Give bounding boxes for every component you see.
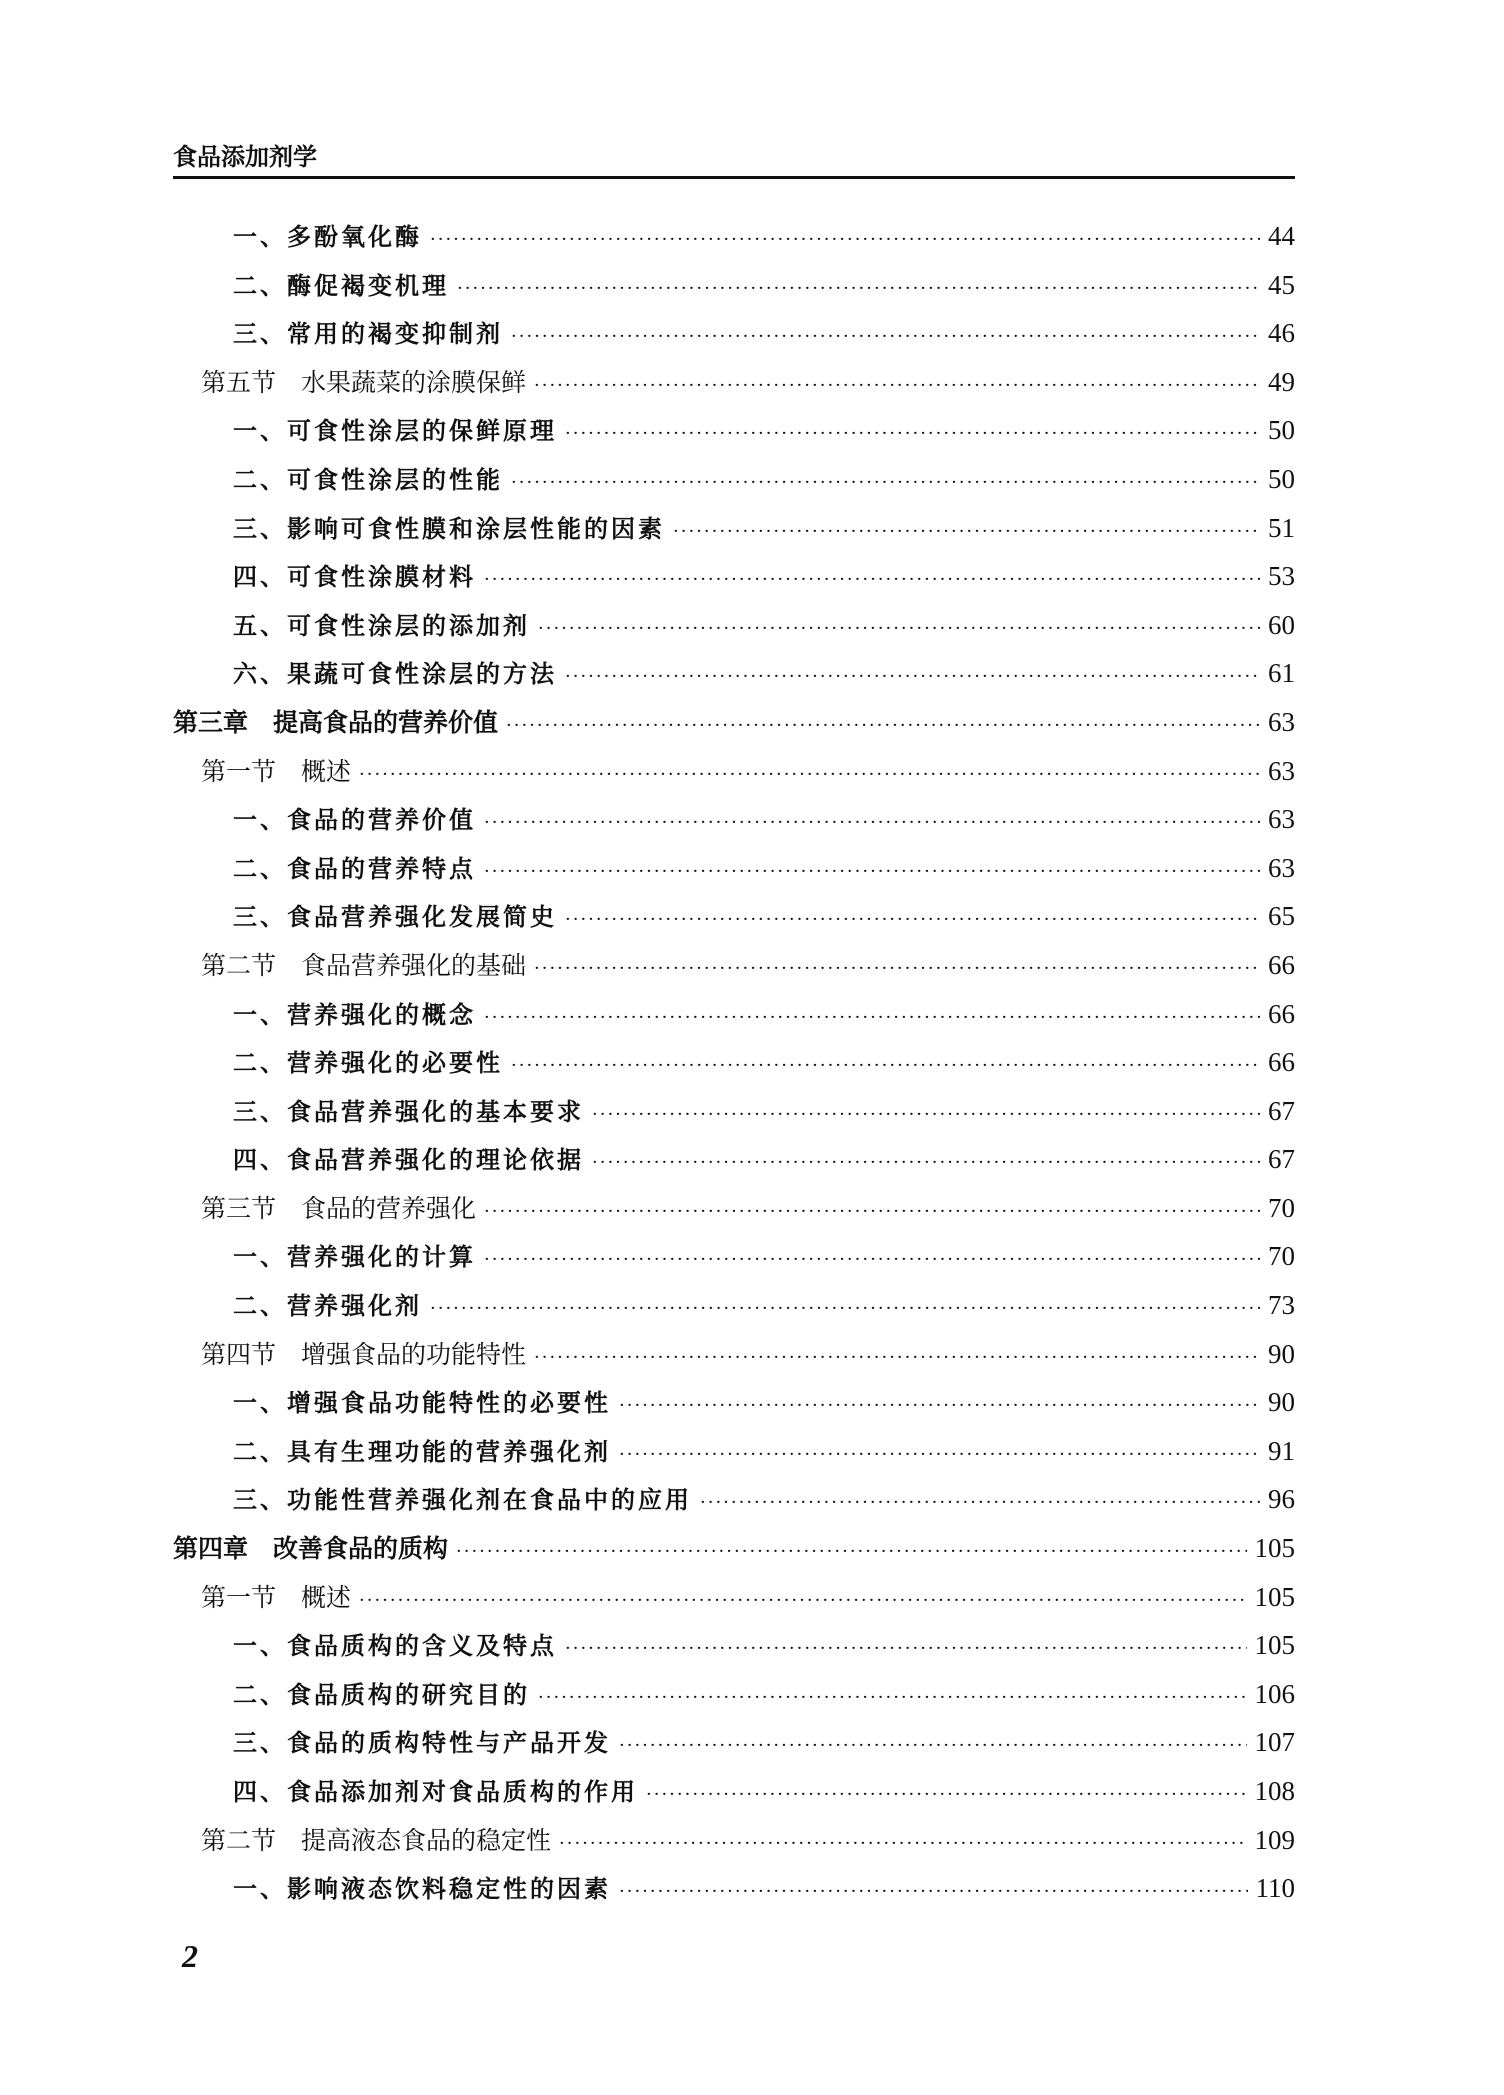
dot-leader [565,412,1260,456]
toc-subsection-entry[interactable] [173,1477,1295,1526]
dot-leader [534,1336,1260,1380]
toc-chapter-entry[interactable] [173,700,1295,749]
dot-leader [484,801,1260,845]
toc-entry-title: 第三节 食品的营养强化 [201,1193,477,1223]
toc-entry-title: 二、酶促褐变机理 [233,270,449,300]
toc-subsection-entry[interactable] [173,1672,1295,1721]
dot-leader [559,1822,1246,1866]
toc-subsection-entry[interactable] [173,1137,1295,1186]
toc-subsection-entry[interactable] [173,1720,1295,1769]
toc-entry-title: 第二节 提高液态食品的稳定性 [201,1825,552,1855]
toc-subsection-entry[interactable] [173,1769,1295,1818]
toc-subsection-entry[interactable] [173,603,1295,652]
toc-entry-page: 50 [1268,415,1295,446]
toc-subsection-entry[interactable] [173,263,1295,312]
table-of-contents [173,214,1295,1915]
toc-entry-page: 45 [1268,269,1295,300]
toc-entry-page: 67 [1268,1144,1295,1175]
toc-entry-title: 一、多酚氧化酶 [233,222,422,251]
toc-entry-title: 三、功能性营养强化剂在食品中的应用 [233,1485,692,1515]
toc-entry-page: 60 [1268,609,1295,640]
dot-leader [484,1238,1260,1282]
toc-entry-page: 63 [1268,755,1295,786]
toc-subsection-entry[interactable] [173,846,1295,895]
dot-leader [538,1676,1247,1720]
toc-entry-page: 96 [1268,1484,1295,1515]
dot-leader [511,1044,1260,1088]
book-title: 食品添加剂学 [173,143,317,171]
dot-leader [430,1287,1260,1331]
dot-leader [457,267,1260,311]
toc-entry-title: 三、影响可食性膜和涂层性能的因素 [233,513,665,543]
toc-entry-page: 63 [1268,706,1295,737]
dot-leader [565,1627,1247,1671]
toc-entry-page: 66 [1268,1047,1295,1078]
toc-entry-page: 66 [1268,949,1295,980]
toc-entry-title: 一、影响液态饮料稳定性的因素 [233,1874,611,1904]
dot-leader [484,558,1260,602]
dot-leader [511,315,1260,359]
toc-entry-page: 90 [1268,1387,1295,1418]
toc-entry-page: 107 [1254,1727,1295,1758]
toc-section-entry[interactable] [173,360,1295,409]
page-number: 2 [182,1938,198,1974]
dot-leader [484,996,1260,1040]
toc-entry-title: 第四节 增强食品的功能特性 [201,1339,527,1369]
dot-leader [619,1433,1260,1477]
toc-entry-page: 110 [1255,1873,1295,1904]
dot-leader [592,1093,1260,1137]
toc-entry-page: 49 [1268,366,1295,397]
toc-entry-page: 65 [1268,901,1295,932]
dot-leader [592,1141,1260,1185]
toc-entry-title: 一、食品的营养价值 [233,805,476,835]
toc-entry-title: 三、常用的褐变抑制剂 [233,319,503,349]
toc-section-entry[interactable] [173,943,1295,992]
toc-entry-title: 一、食品质构的含义及特点 [233,1631,557,1661]
dot-leader [359,1579,1246,1623]
toc-entry-title: 二、营养强化剂 [233,1291,422,1321]
dot-leader [700,1481,1260,1525]
toc-entry-page: 67 [1268,1095,1295,1126]
toc-entry-title: 二、食品质构的研究目的 [233,1679,530,1709]
dot-leader [484,850,1260,894]
toc-subsection-entry[interactable] [173,651,1295,700]
dot-leader [619,1870,1248,1914]
toc-entry-page: 44 [1268,221,1295,251]
dot-leader [565,655,1260,699]
toc-entry-page: 106 [1254,1678,1295,1709]
toc-entry-page: 61 [1268,658,1295,689]
toc-subsection-entry[interactable] [173,506,1295,555]
toc-section-entry[interactable] [173,1575,1295,1624]
dot-leader [430,218,1260,262]
toc-entry-page: 63 [1268,852,1295,883]
toc-entry-page: 105 [1254,1581,1295,1612]
toc-entry-page: 73 [1268,1290,1295,1321]
toc-entry-title: 第四章 改善食品的质构 [173,1534,449,1564]
dot-leader [484,1190,1260,1234]
toc-section-entry[interactable] [173,749,1295,798]
toc-entry-title: 第五节 水果蔬菜的涂膜保鲜 [201,367,527,397]
toc-entry-page: 70 [1268,1192,1295,1223]
running-header [173,140,1295,179]
dot-leader [538,607,1260,651]
dot-leader [511,461,1260,505]
toc-entry-page: 53 [1268,561,1295,592]
toc-entry-title: 三、食品的质构特性与产品开发 [233,1728,611,1758]
toc-entry-page: 51 [1268,512,1295,543]
toc-subsection-entry[interactable] [173,797,1295,846]
toc-entry-title: 二、具有生理功能的营养强化剂 [233,1436,611,1466]
dot-leader [565,898,1260,942]
toc-subsection-entry[interactable] [173,408,1295,457]
toc-entry-page: 105 [1254,1533,1295,1564]
dot-leader [673,510,1260,554]
toc-entry-title: 第二节 食品营养强化的基础 [201,950,527,980]
toc-subsection-entry[interactable] [173,894,1295,943]
toc-entry-page: 108 [1254,1776,1295,1806]
toc-entry-title: 第三章 提高食品的营养价值 [173,707,499,737]
toc-entry-title: 二、食品的营养特点 [233,853,476,883]
toc-chapter-entry[interactable] [173,1526,1295,1575]
toc-subsection-entry[interactable] [173,1040,1295,1089]
dot-leader [646,1773,1247,1817]
toc-entry-title: 四、食品添加剂对食品质构的作用 [233,1777,638,1806]
toc-section-entry[interactable] [173,1332,1295,1381]
toc-section-entry[interactable] [173,1186,1295,1235]
toc-entry-title: 二、可食性涂层的性能 [233,464,503,494]
toc-entry-title: 一、可食性涂层的保鲜原理 [233,416,557,446]
toc-subsection-entry[interactable] [173,214,1295,263]
toc-entry-title: 二、营养强化的必要性 [233,1048,503,1078]
toc-entry-title: 一、增强食品功能特性的必要性 [233,1388,611,1418]
toc-entry-title: 一、营养强化的概念 [233,999,476,1029]
toc-subsection-entry[interactable] [173,1380,1295,1429]
toc-subsection-entry[interactable] [173,1089,1295,1138]
toc-entry-title: 三、食品营养强化发展简史 [233,902,557,932]
toc-subsection-entry[interactable] [173,1234,1295,1283]
toc-subsection-entry[interactable] [173,554,1295,603]
toc-entry-title: 一、营养强化的计算 [233,1242,476,1272]
dot-leader [456,1530,1246,1574]
toc-subsection-entry[interactable] [173,1866,1295,1915]
dot-leader [619,1384,1260,1428]
toc-subsection-entry[interactable] [173,457,1295,506]
toc-entry-page: 50 [1268,463,1295,494]
toc-entry-title: 三、食品营养强化的基本要求 [233,1096,584,1126]
toc-subsection-entry[interactable] [173,1429,1295,1478]
toc-subsection-entry[interactable] [173,1623,1295,1672]
toc-entry-title: 六、果蔬可食性涂层的方法 [233,659,557,689]
toc-entry-title: 五、可食性涂层的添加剂 [233,610,530,640]
toc-subsection-entry[interactable] [173,992,1295,1041]
toc-entry-page: 105 [1254,1630,1295,1661]
toc-section-entry[interactable] [173,1818,1295,1867]
toc-entry-page: 66 [1268,998,1295,1029]
toc-entry-page: 90 [1268,1338,1295,1369]
dot-leader [619,1724,1247,1768]
toc-entry-page: 63 [1268,804,1295,835]
toc-entry-title: 第一节 概述 [201,1582,352,1612]
toc-subsection-entry[interactable] [173,311,1295,360]
dot-leader [359,753,1260,797]
toc-subsection-entry[interactable] [173,1283,1295,1332]
dot-leader [534,947,1260,991]
toc-entry-page: 46 [1268,318,1295,349]
toc-entry-title: 四、可食性涂膜材料 [233,562,476,592]
dot-leader [506,704,1260,748]
dot-leader [534,364,1260,408]
toc-entry-title: 四、食品营养强化的理论依据 [233,1145,584,1175]
toc-entry-title: 第一节 概述 [201,756,352,786]
toc-entry-page: 70 [1268,1241,1295,1272]
toc-entry-page: 109 [1254,1824,1295,1855]
toc-entry-page: 91 [1268,1435,1295,1466]
